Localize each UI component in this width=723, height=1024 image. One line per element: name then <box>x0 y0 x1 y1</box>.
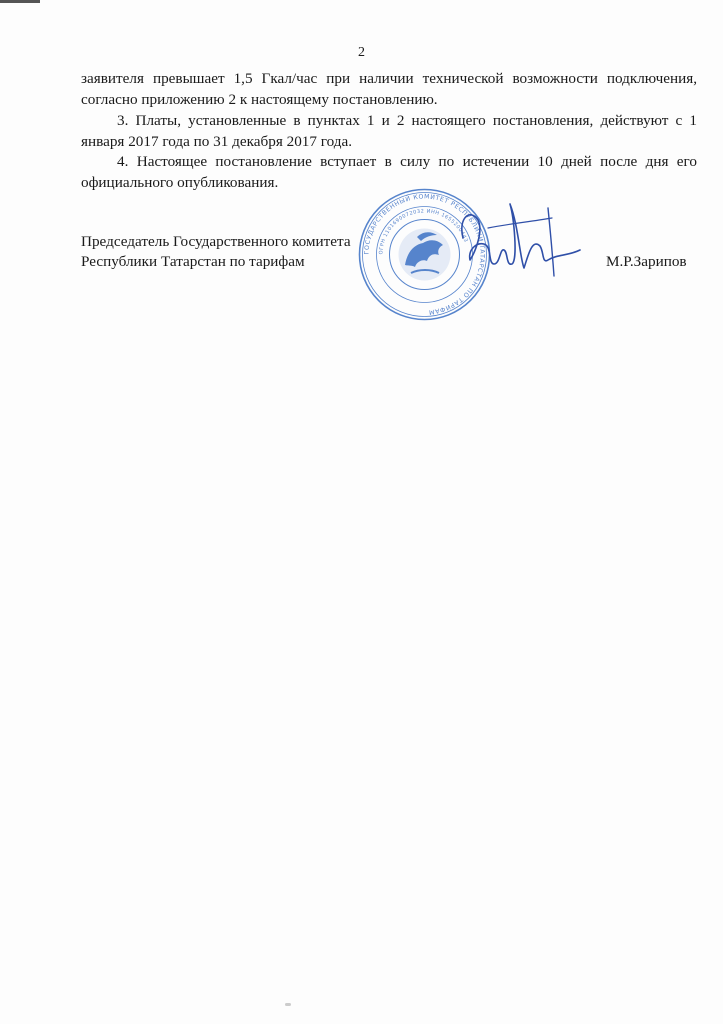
signatory-name: М.Р.Зарипов <box>606 253 687 270</box>
scan-artifact <box>285 1003 291 1006</box>
signatory-title-line1: Председатель Государственного комитета <box>81 233 351 250</box>
paragraph-continuation <box>81 69 697 110</box>
handwritten-signature <box>448 198 583 288</box>
stamp-outer-text: ГОСУДАРСТВЕННЫЙ КОМИТЕТ РЕСПУБЛИКИ ТАТАРСТАН ПО ТАРИФАМ <box>363 193 486 316</box>
scan-corner-mark <box>0 0 40 3</box>
signatory-title-line2: Республики Татарстан по тарифам <box>81 253 305 270</box>
paragraph-text: 3. Платы, установленные в пунктах 1 и 2 настоящего постановления, действуют с 1 января 2017 года по 31 декабря 2017 года. <box>81 112 697 150</box>
stamp-emblem-icon <box>399 229 451 281</box>
paragraph-text: 4. Настоящее постановление вступает в силу по истечении 10 дней после дня его официального опубликования. <box>81 153 697 191</box>
paragraph-text: заявителя превышает 1,5 Гкал/час при наличии технической возможности подключения, согласно приложению 2 к настоящему постановлению. <box>81 70 697 108</box>
stamp-inner-text: ОГРН 1101690072032 ИНН 1655200443 <box>378 208 469 255</box>
page-number: 2 <box>358 45 365 60</box>
paragraph-item-3 <box>81 111 697 152</box>
